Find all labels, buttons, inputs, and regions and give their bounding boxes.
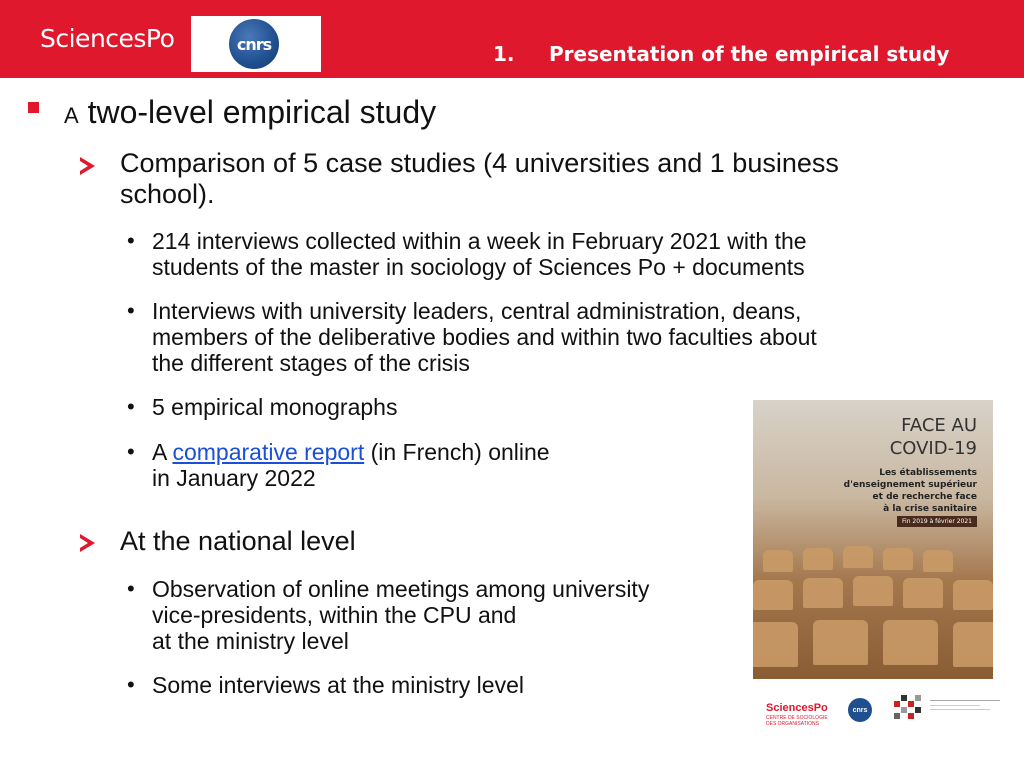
header-bar: [0, 0, 1024, 78]
seat-shape: [803, 548, 833, 570]
seat-shape: [803, 578, 843, 608]
g1-b2-line2: members of the deliberative bodies and within two faculties about: [152, 324, 817, 350]
bullet-dot-icon: •: [127, 672, 135, 697]
group2-heading: At the national level: [120, 526, 356, 556]
cover-title-line2: COVID-19: [889, 438, 977, 459]
seat-shape: [843, 546, 873, 568]
g2-b1-line1: Observation of online meetings among university: [152, 576, 650, 602]
g1-b1-line2: students of the master in sociology of Sciences Po + documents: [152, 254, 805, 280]
cnrs-logo-icon: cnrs: [229, 19, 279, 69]
g1-b4-suffix: (in French) online: [370, 439, 550, 465]
g1-b2-line1: Interviews with university leaders, central administration, deans,: [152, 298, 802, 324]
cover-date-badge: Fin 2019 à février 2021: [897, 516, 977, 527]
comparative-report-link[interactable]: comparative report: [172, 439, 365, 465]
bullet-dot-icon: •: [127, 439, 135, 464]
group1-heading-line2: school).: [120, 179, 215, 209]
seat-shape: [753, 580, 793, 610]
section-title: [493, 42, 949, 66]
cover-title-line1: FACE AU: [901, 415, 977, 436]
seat-shape: [923, 550, 953, 572]
footer-cso-label: [766, 715, 828, 727]
footer-sciencespo-logo: SciencesPo: [766, 702, 828, 714]
seat-shape: [953, 622, 993, 667]
section-number: 1.: [493, 42, 515, 66]
report-cover-image: [753, 400, 993, 679]
seat-shape: [883, 548, 913, 570]
g2-b1-line2: vice-presidents, within the CPU and: [152, 602, 517, 628]
g1-b4-line1: [152, 439, 550, 465]
seat-shape: [903, 578, 943, 608]
arrow-bullet-icon: [80, 157, 95, 175]
g1-b2-line3: the different stages of the crisis: [152, 350, 470, 376]
g2-b2: Some interviews at the ministry level: [152, 672, 524, 698]
seat-shape: [763, 550, 793, 572]
cover-sub-line3: et de recherche face: [872, 492, 977, 502]
g2-b1-line3: at the ministry level: [152, 628, 349, 654]
partner-logo-text-icon: [930, 698, 1000, 710]
section-title-text: Presentation of the empirical study: [549, 42, 950, 66]
group1-heading-line1: Comparison of 5 case studies (4 universities and 1 business: [120, 148, 839, 178]
footer-cnrs-logo-icon: cnrs: [848, 698, 872, 722]
sciencespo-logo: SciencesPo: [40, 24, 175, 53]
bullet-dot-icon: •: [127, 394, 135, 419]
cnrs-logo-box: [191, 16, 321, 72]
arrow-bullet-icon: [80, 534, 95, 552]
footer-cso-line1: CENTRE DE SOCIOLOGIE: [766, 715, 828, 721]
cover-sub-line2: d'enseignement supérieur: [843, 480, 977, 490]
g1-b4-prefix: A: [152, 439, 167, 465]
level1-text: two-level empirical study: [87, 94, 437, 130]
footer-cso-line2: DES ORGANISATIONS: [766, 721, 819, 727]
footer-logos: [760, 690, 1000, 730]
seat-shape: [813, 620, 868, 665]
level1-prefix: A: [64, 103, 79, 128]
partner-logo-icon: [894, 693, 924, 725]
level1-heading: [64, 94, 436, 131]
seat-shape: [853, 576, 893, 606]
bullet-dot-icon: •: [127, 298, 135, 323]
seat-shape: [883, 620, 938, 665]
cover-sub-line1: Les établissements: [879, 468, 977, 478]
seat-shape: [953, 580, 993, 610]
cover-sub-line4: à la crise sanitaire: [883, 504, 977, 514]
square-bullet-icon: [28, 102, 39, 113]
seat-shape: [753, 622, 798, 667]
g1-b1-line1: 214 interviews collected within a week in February 2021 with the: [152, 228, 807, 254]
g1-b3: 5 empirical monographs: [152, 394, 398, 420]
cover-subtitle: [844, 467, 977, 515]
bullet-dot-icon: •: [127, 228, 135, 253]
cover-title: [890, 414, 977, 460]
g1-b4-line2: in January 2022: [152, 465, 316, 491]
bullet-dot-icon: •: [127, 576, 135, 601]
